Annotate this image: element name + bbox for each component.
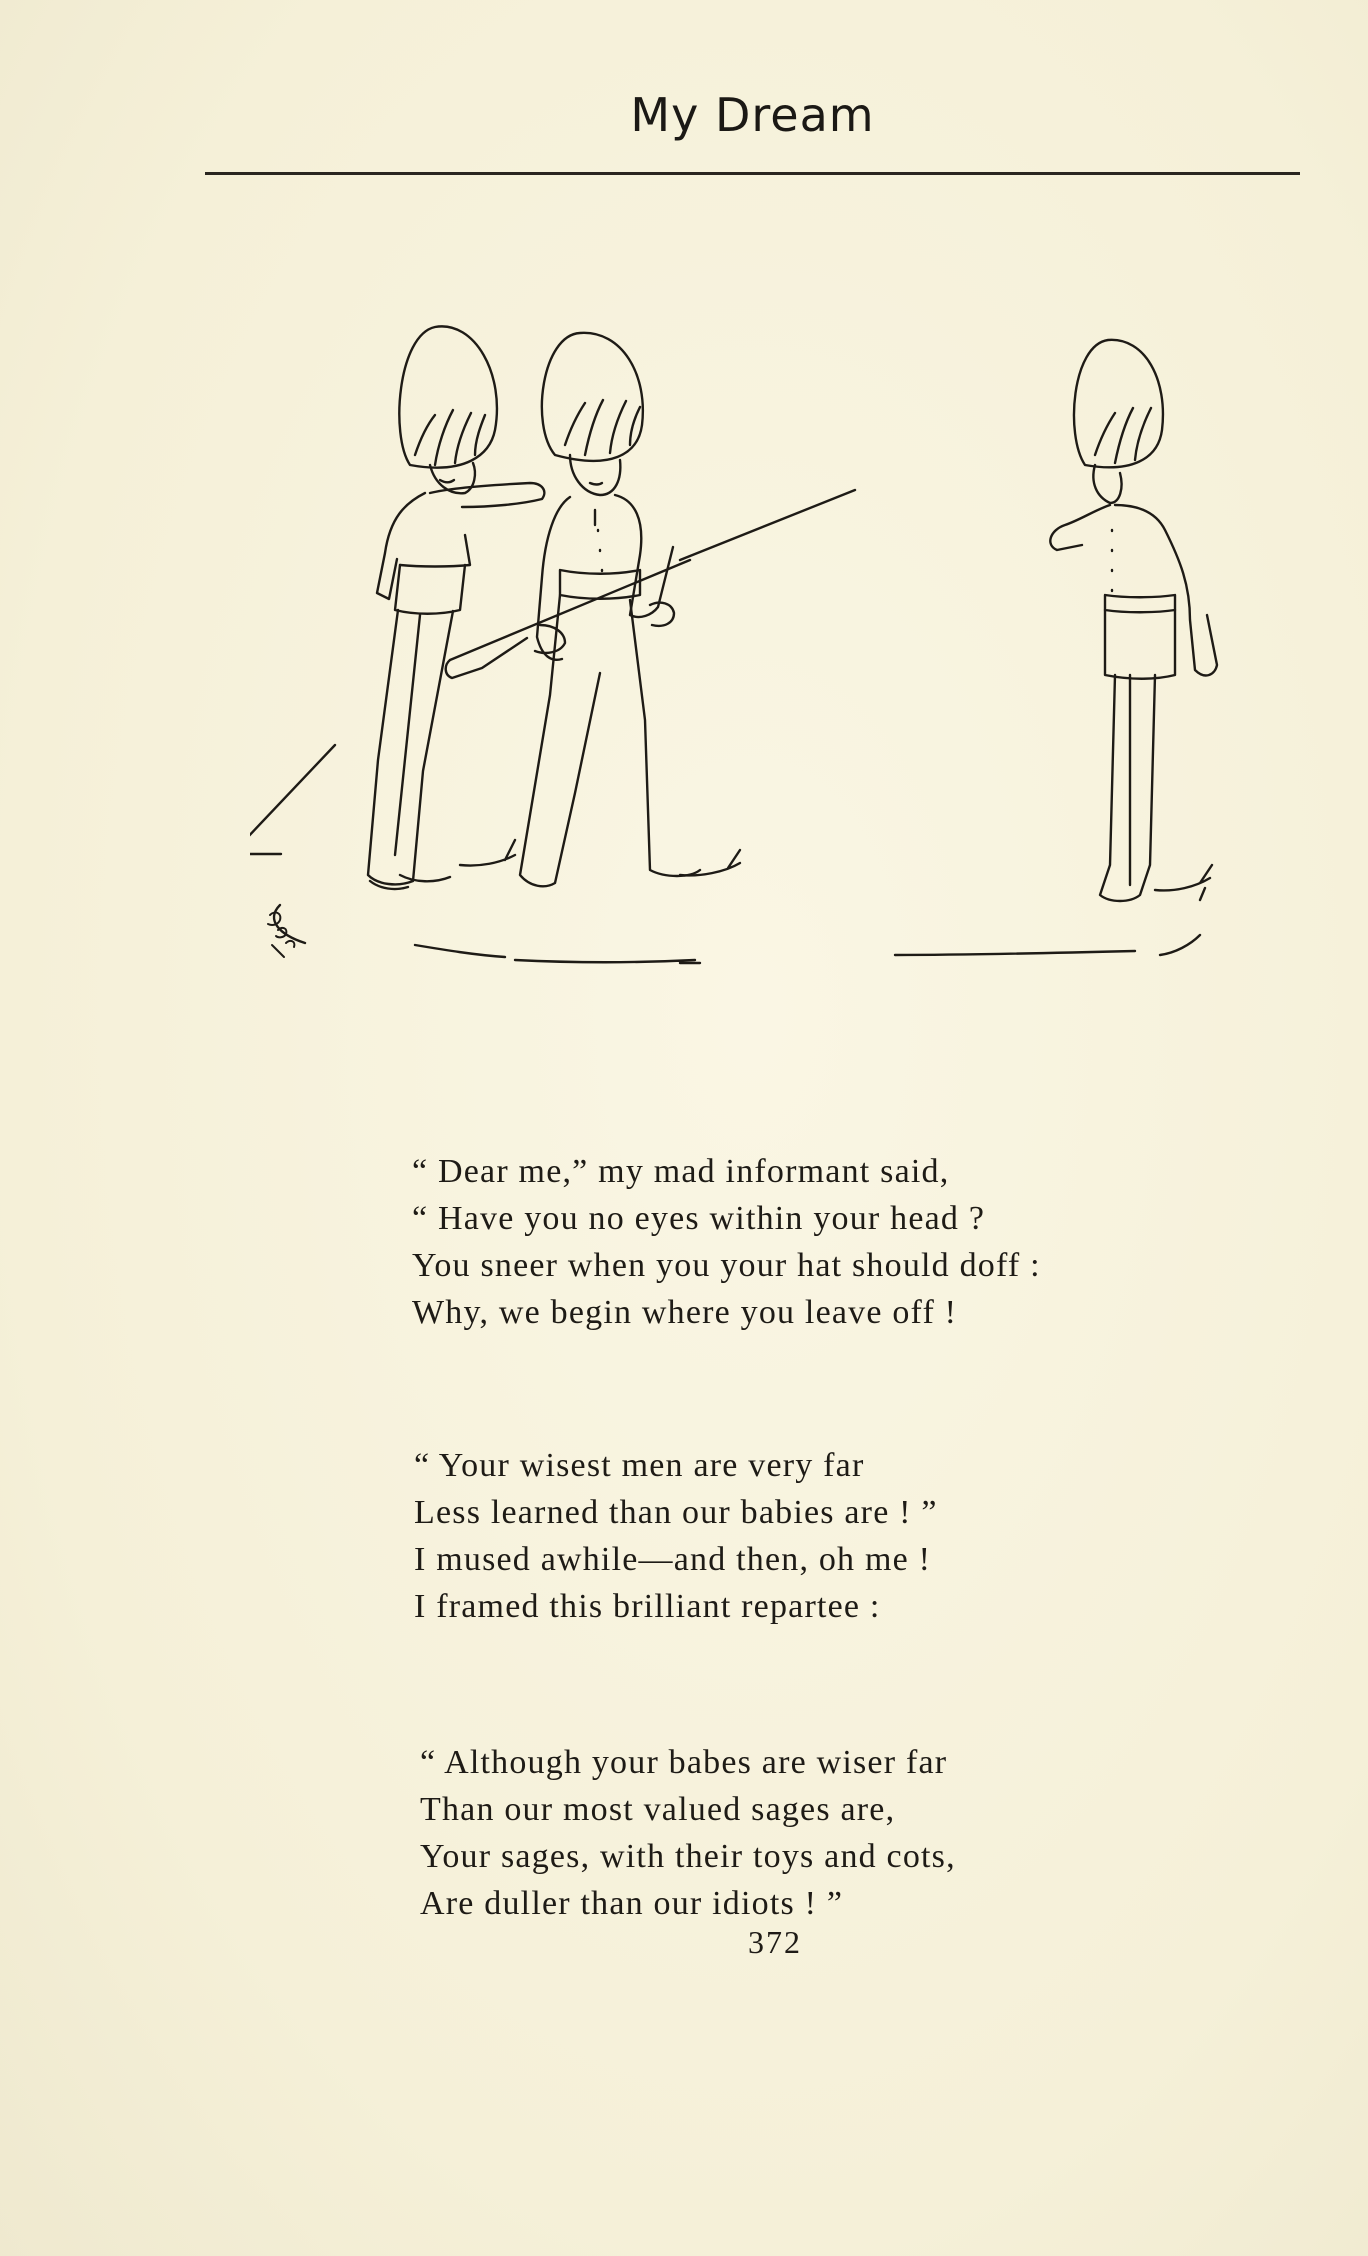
header-rule	[205, 172, 1300, 175]
artist-signature	[268, 913, 294, 957]
stanza-line: Are duller than our idiots ! ”	[420, 1885, 844, 1922]
stanza-2	[414, 1442, 938, 1630]
stanza-line: I mused awhile—and then, oh me !	[414, 1541, 932, 1578]
stanza-line: Than our most valued sages are,	[420, 1791, 896, 1828]
guard-left-figure	[250, 326, 544, 889]
stanza-line: “ Dear me,” my mad informant said,	[412, 1153, 950, 1190]
stanza-line: “ Your wisest men are very far	[414, 1447, 865, 1484]
running-head: My Dream	[630, 88, 875, 142]
three-grenadier-guards-sketch-icon	[250, 315, 1270, 995]
stanza-line: Your sages, with their toys and cots,	[420, 1838, 956, 1875]
stanza-line: “ Have you no eyes within your head ?	[412, 1200, 986, 1237]
guard-center-figure	[446, 333, 855, 886]
ground-line-right	[895, 935, 1200, 955]
stanza-line: You sneer when you your hat should doff :	[412, 1247, 1041, 1284]
stanza-line: Less learned than our babies are ! ”	[414, 1494, 938, 1531]
stanza-3	[420, 1739, 956, 1927]
stanza-line: “ Although your babes are wiser far	[420, 1744, 948, 1781]
stanza-1	[412, 1148, 1041, 1336]
page-number: 372	[748, 1924, 802, 1960]
stanza-line: Why, we begin where you leave off !	[412, 1294, 958, 1331]
guard-right-figure	[1050, 340, 1217, 901]
stanza-line: I framed this brilliant repartee :	[414, 1588, 881, 1625]
ground-line-left	[415, 945, 700, 963]
